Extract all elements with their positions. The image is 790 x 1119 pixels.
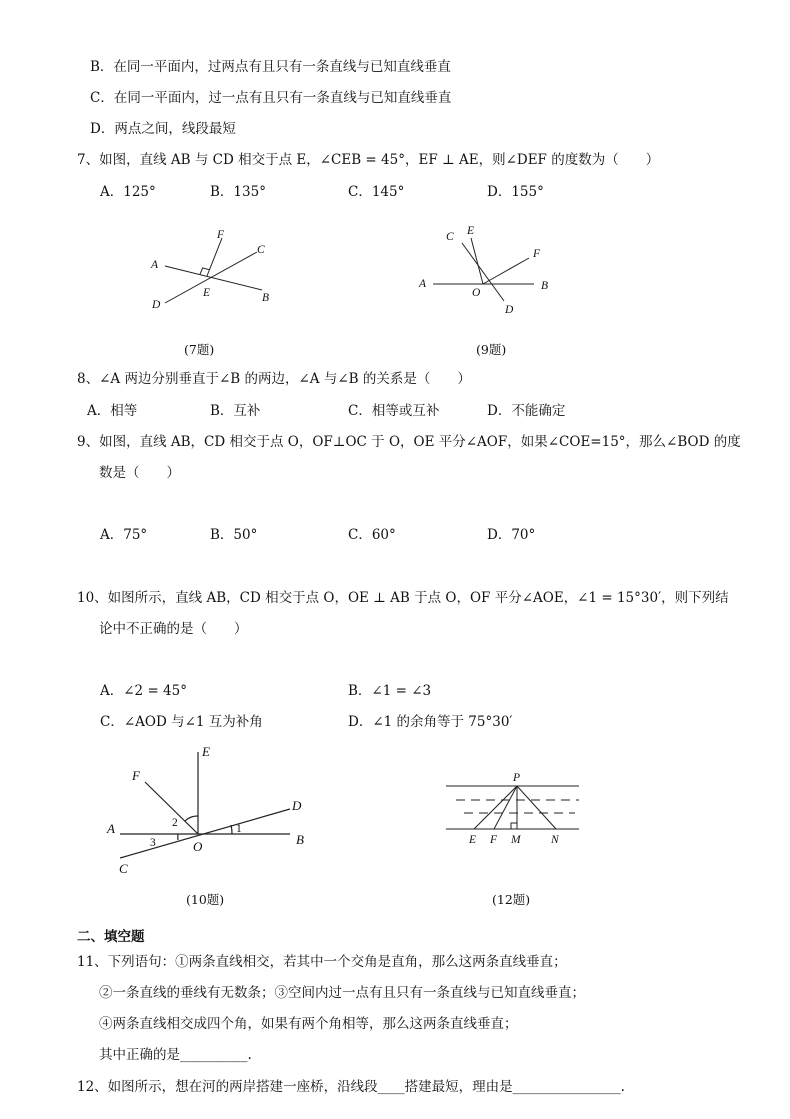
q7-option-c: C．145°: [348, 184, 405, 200]
fig10-label-b: B: [296, 832, 304, 847]
fig12-right-angle: [511, 823, 517, 829]
q9-option-c: C．60°: [348, 527, 396, 543]
fig7-caption: (7题): [184, 342, 215, 357]
fig7-label-e: E: [203, 287, 211, 299]
fig12-label-m: M: [511, 834, 521, 846]
q11-line4: 其中正确的是__________.: [99, 1047, 252, 1063]
fig7-label-a: A: [151, 259, 159, 271]
q8-option-b: B．互补: [210, 403, 261, 419]
q10-option-c: C．∠AOD 与∠1 互为补角: [100, 714, 263, 730]
q7-option-d: D．155°: [487, 184, 544, 200]
fig10-label-f: F: [132, 768, 140, 783]
q11-line2: ②一条直线的垂线有无数条；③空间内过一点有且只有一条直线与已知直线垂直；: [99, 985, 585, 1001]
q8-stem: 8、∠A 两边分别垂直于∠B 的两边，∠A 与∠B 的关系是（ ）: [77, 371, 471, 387]
fig9-label-d: D: [505, 304, 514, 316]
fig10-label-d: D: [292, 798, 302, 813]
fig9-label-e: E: [467, 225, 475, 237]
q6-option-d: D．两点之间，线段最短: [90, 121, 236, 137]
q7-option-b: B．135°: [210, 184, 266, 200]
fig7-label-b: B: [262, 292, 270, 304]
fig12-label-n: N: [551, 834, 559, 846]
fig10-label-c: C: [119, 861, 128, 876]
q9-option-b: B．50°: [210, 527, 258, 543]
q12-stem: 12、如图所示，想在河的两岸搭建一座桥，沿线段____搭建最短，理由是________________.: [77, 1079, 625, 1095]
fig12-label-e: E: [469, 834, 477, 846]
fig10-label-e: E: [202, 744, 210, 759]
q10-option-d: D．∠1 的余角等于 75°30′: [348, 714, 513, 730]
fig9-label-b: B: [541, 280, 549, 292]
fig10-label-3: 3: [150, 837, 156, 849]
q11-line1: 11、下列语句：①两条直线相交，若其中一个交角是直角，那么这两条直线垂直；: [77, 954, 567, 970]
fig10-label-1: 1: [236, 823, 242, 835]
section-2-title: 二、填空题: [77, 929, 145, 945]
fig7-label-d: D: [152, 299, 161, 311]
fig9-label-f: F: [533, 248, 541, 260]
q8-option-c: C．相等或互补: [348, 403, 440, 419]
fig10-label-o: O: [193, 839, 203, 854]
q8-option-d: D．不能确定: [487, 403, 566, 419]
q11-line3: ④两条直线相交成四个角，如果有两个角相等，那么这两条直线垂直；: [99, 1016, 518, 1032]
fig9-label-a: A: [419, 278, 427, 290]
fig10-label-2: 2: [172, 817, 178, 829]
fig10-label-a: A: [107, 821, 115, 836]
fig9-label-c: C: [446, 231, 454, 243]
fig12-label-p: P: [513, 772, 521, 784]
q9-stem-line2: 数是（ ）: [99, 465, 180, 481]
fig9-label-o: O: [472, 287, 481, 299]
q9-option-d: D．70°: [487, 527, 536, 543]
q9-option-a: A．75°: [100, 527, 148, 543]
q7-option-a: A．125°: [100, 184, 156, 200]
q8-option-a: A．相等: [87, 403, 138, 419]
q10-stem-line2: 论中不正确的是（ ）: [99, 621, 248, 637]
q6-option-b: B．在同一平面内，过两点有且只有一条直线与已知直线垂直: [90, 59, 451, 75]
fig9-caption: (9题): [476, 342, 507, 357]
q10-stem-line1: 10、如图所示，直线 AB，CD 相交于点 O，OE ⊥ AB 于点 O，OF 平分∠AOE，∠1 = 15°30′，则下列结: [77, 590, 729, 606]
fig12-label-f: F: [490, 834, 498, 846]
fig7-label-c: C: [257, 244, 265, 256]
fig7-label-f: F: [217, 229, 225, 241]
q6-option-c: C．在同一平面内，过一点有且只有一条直线与已知直线垂直: [90, 90, 452, 106]
q10-option-a: A．∠2 = 45°: [100, 683, 187, 699]
q9-stem-line1: 9、如图，直线 AB，CD 相交于点 O，OF⊥OC 于 O，OE 平分∠AOF，如果∠COE=15°，那么∠BOD 的度: [77, 434, 741, 450]
q7-stem: 7、如图，直线 AB 与 CD 相交于点 E，∠CEB = 45°，EF ⊥ AE，则∠DEF 的度数为（ ）: [77, 152, 660, 168]
fig10-caption: (10题): [186, 892, 225, 907]
q10-option-b: B．∠1 = ∠3: [348, 683, 432, 699]
fig12-segment-pn: [517, 786, 556, 829]
fig12-caption: (12题): [492, 892, 531, 907]
